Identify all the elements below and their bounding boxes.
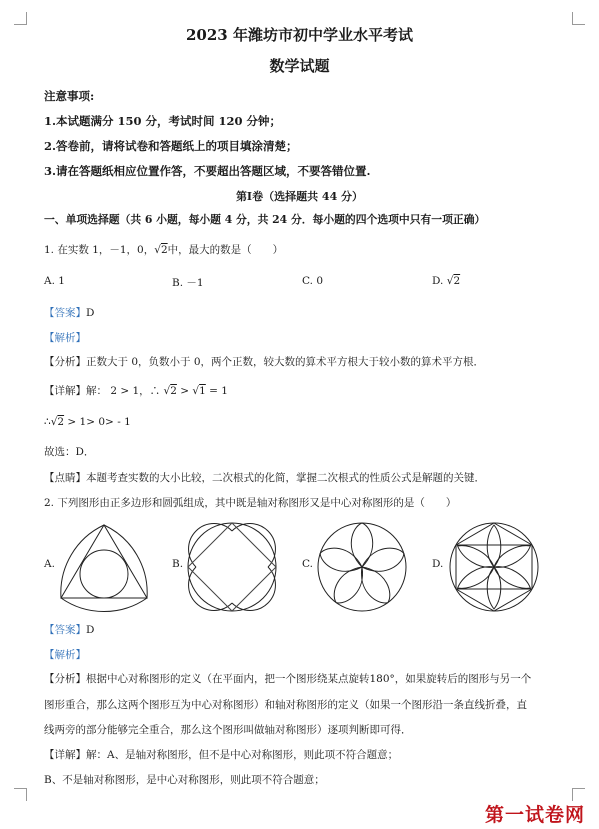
q1-answer: 【答案】D (44, 307, 95, 319)
q1-chain: ∴√2 > 1> 0> - 1 (44, 416, 131, 428)
page-subtitle: 数学试题 (269, 57, 330, 75)
q2-xiangjie: 【详解】解：A、是轴对称图形，但不是中心对称图形，则此项不符合题意； (44, 749, 399, 761)
q2-figure-c (314, 519, 410, 615)
notice-item-2: 2.答卷前，请将试卷和答题纸上的项目填涂清楚； (44, 139, 298, 153)
q1-option-a: A. 1 (44, 275, 65, 287)
q2-analysis-tag: 【解析】 (44, 649, 86, 661)
q1-choose: 故选：D． (44, 446, 95, 458)
q2-answer: 【答案】D (44, 624, 95, 636)
q2-figure-a (56, 519, 152, 615)
section-heading: 一、单项选择题（共 6 小题，每小题 4 分，共 24 分．每小题的四个选项中只有一项正确） (44, 213, 486, 226)
q2-fenxi-line-2: 图形重合，那么这两个图形互为中心对称图形）和轴对称图形的定义（如果一个图形沿一条直线折叠，直 (44, 699, 527, 711)
q1-option-b: B. －1 (172, 277, 204, 289)
q1-fenxi: 【分析】正数大于 0，负数小于 0，两个正数，较大数的算术平方根大于较小数的算术平方根． (44, 356, 485, 368)
q2-option-a-label: A. (44, 558, 55, 570)
q2-option-c-label: C. (302, 558, 313, 570)
q1-option-d: D. √2 (432, 275, 461, 287)
notice-item-1: 1.本试题满分 150 分，考试时间 120 分钟； (44, 114, 282, 128)
part-heading: 第Ⅰ卷（选择题共 44 分） (235, 190, 364, 203)
q1-option-c: C. 0 (302, 275, 324, 287)
q2-figure-d (446, 519, 542, 615)
site-logo: 第一试卷网 (484, 804, 585, 826)
q1-analysis-tag: 【解析】 (44, 332, 86, 344)
q2-figure-b (184, 519, 280, 615)
q1-stem: 1. 在实数 1，－1，0，√2中，最大的数是（ ） (44, 244, 284, 256)
q2-line-b: B、不是轴对称图形，是中心对称图形，则此项不符合题意； (44, 774, 325, 786)
crop-mark-bottom-left (14, 788, 27, 801)
notice-heading: 注意事项: (44, 89, 95, 103)
q1-xiangjie: 【详解】解： 2 > 1，∴ √2 > √1 = 1 (44, 385, 228, 397)
q2-fenxi-line-3: 线两旁的部分能够完全重合，那么这个图形叫做轴对称图形）逐项判断即可得． (44, 724, 412, 736)
q1-dianjing: 【点睛】本题考查实数的大小比较，二次根式的化简，掌握二次根式的性质公式是解题的关键． (44, 472, 485, 484)
q2-option-d-label: D. (432, 558, 444, 570)
notice-item-3: 3.请在答题纸相应位置作答，不要超出答题区域，不要答错位置. (44, 164, 371, 178)
q2-option-b-label: B. (172, 558, 184, 570)
page-title: 2023 年潍坊市初中学业水平考试 (186, 26, 413, 44)
q2-fenxi-line-1: 【分析】根据中心对称图形的定义（在平面内，把一个图形绕某点旋转180°，如果旋转后的图形与另一个 (44, 673, 532, 685)
q2-stem: 2. 下列图形由正多边形和圆弧组成，其中既是轴对称图形又是中心对称图形的是（ ） (44, 497, 457, 509)
